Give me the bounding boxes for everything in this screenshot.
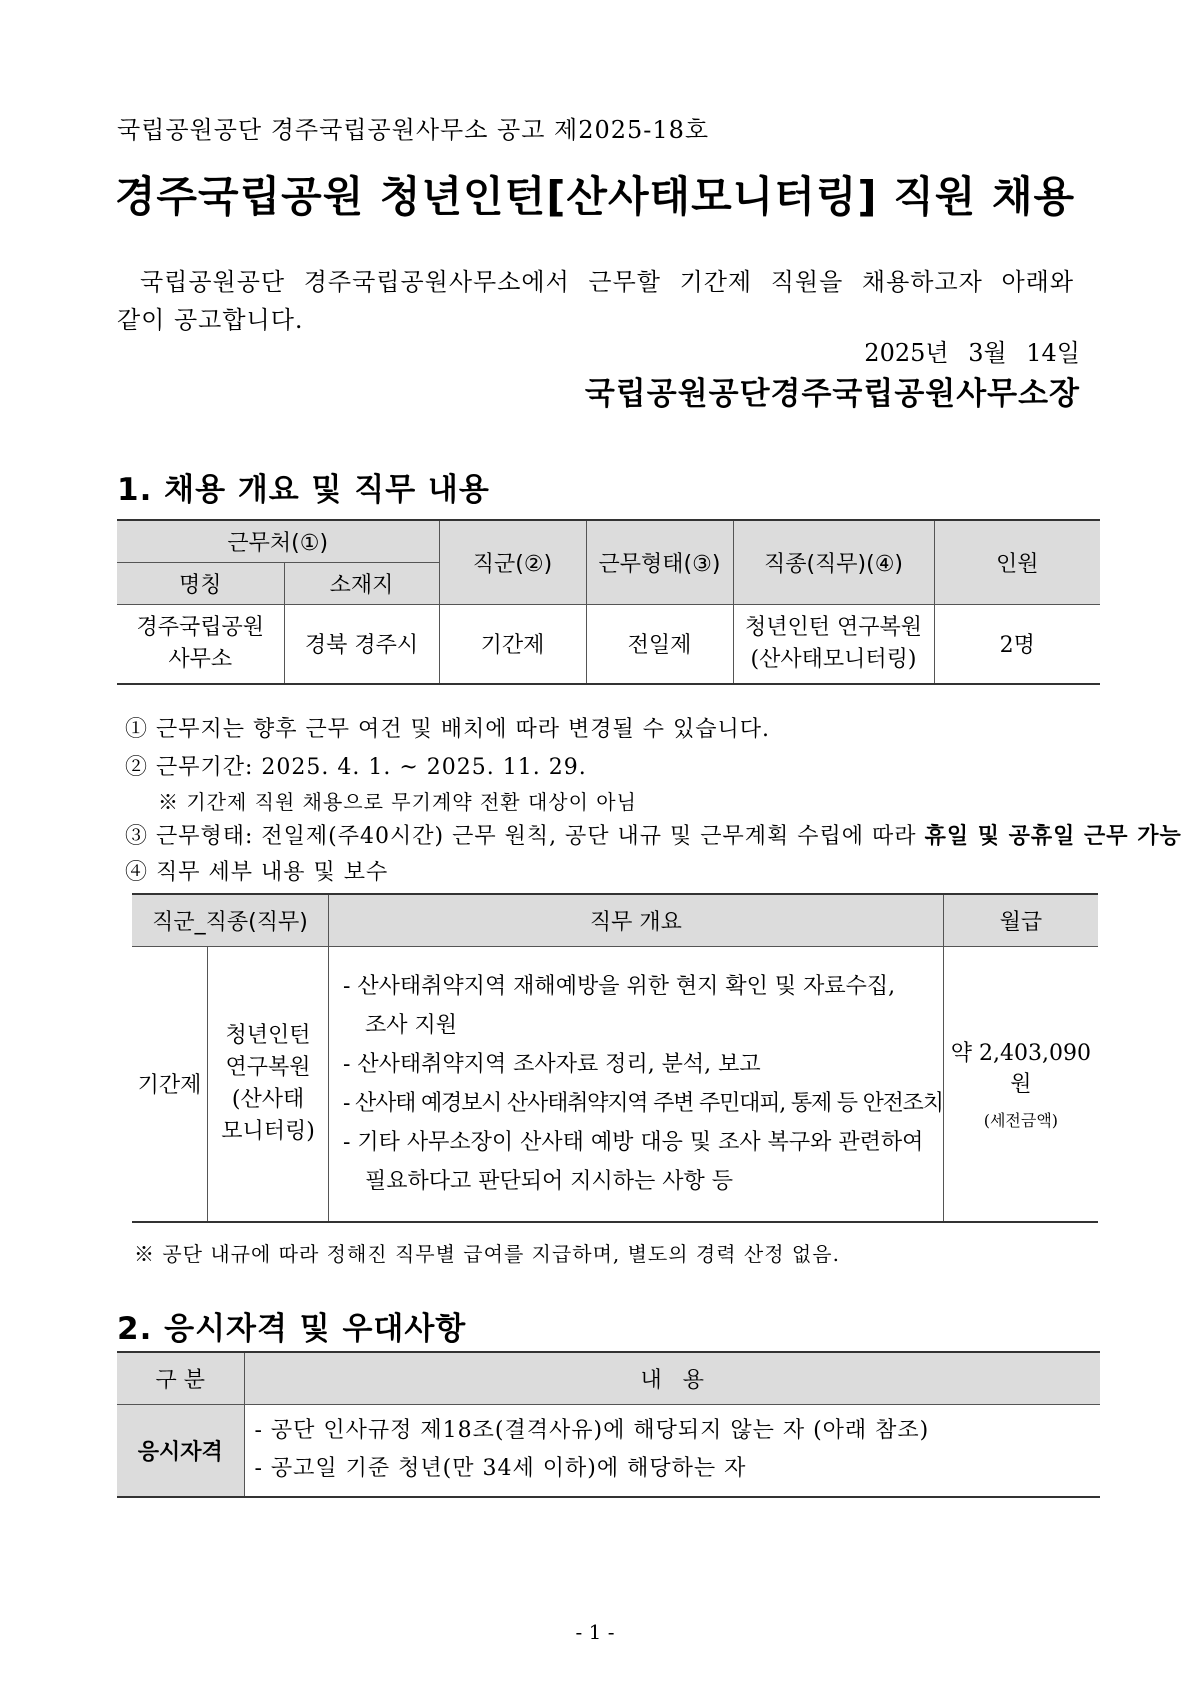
note-3-bold: 휴일 및 공휴일 근무 가능 — [924, 824, 1182, 849]
notice-number: 국립공원공단 경주국립공원사무소 공고 제2025-18호 — [117, 116, 710, 144]
section-2-heading: 2. 응시자격 및 우대사항 — [117, 1311, 467, 1347]
table-row — [132, 946, 1098, 1222]
header-content: 내 용 — [244, 1352, 1100, 1404]
job-type-line-2: (산사태모니터링) — [750, 646, 917, 672]
pay-footnote: ※ 공단 내규에 따라 정해진 직무별 급여를 지급하며, 별도의 경력 산정 없음. — [134, 1242, 840, 1266]
header-category: 구 분 — [117, 1352, 244, 1404]
pay-cell — [943, 946, 1098, 1222]
workplace-name — [117, 604, 284, 684]
workplace-name-line-2: 사무소 — [168, 646, 233, 672]
work-type-value: 전일제 — [586, 604, 733, 684]
issuer: 국립공원공단경주국립공원사무소장 — [584, 376, 1080, 412]
qualification-item: - 공고일 기준 청년(만 34세 이하)에 해당하는 자 — [254, 1456, 747, 1482]
header-group-job: 직군_직종(직무) — [132, 894, 329, 946]
qualification-table — [117, 1351, 1100, 1498]
duty-group: 기간제 — [132, 946, 208, 1222]
duty-item-cont: 필요하다고 판단되어 지시하는 사항 등 — [365, 1168, 734, 1194]
intro-line-2: 같이 공고합니다. — [117, 306, 304, 334]
duty-job-line: 연구복원 — [225, 1054, 311, 1080]
notice-date: 2025년 3월 14일 — [864, 339, 1080, 367]
duty-item: - 산사태취약지역 재해예방을 위한 현지 확인 및 자료수집, — [343, 973, 896, 999]
intro-line-1: 국립공원공단 경주국립공원사무소에서 근무할 기간제 직원을 채용하고자 아래와 — [140, 268, 1075, 296]
section-1-heading: 1. 채용 개요 및 직무 내용 — [117, 472, 490, 508]
job-type-value — [733, 604, 934, 684]
note-2: ② 근무기간: 2025. 4. 1. ~ 2025. 11. 29. — [125, 755, 587, 780]
job-group-value: 기간제 — [439, 604, 586, 684]
header-job-group: 직군(②) — [439, 520, 586, 604]
pay-amount: 약 2,403,090원 — [950, 1041, 1091, 1098]
header-work-type: 근무형태(③) — [586, 520, 733, 604]
header-name: 명칭 — [117, 562, 284, 604]
duty-job-line: 모니터링) — [221, 1118, 315, 1144]
table-row — [117, 1404, 1100, 1497]
workplace-name-line-1: 경주국립공원 — [136, 614, 264, 640]
headcount-value: 2명 — [934, 604, 1100, 684]
job-type-line-1: 청년인턴 연구복원 — [744, 614, 922, 640]
table-row — [117, 604, 1100, 684]
duty-item: - 기타 사무소장이 산사태 예방 대응 및 조사 복구와 관련하여 — [343, 1129, 924, 1155]
header-workplace: 근무처(①) — [117, 520, 439, 562]
header-headcount: 인원 — [934, 520, 1100, 604]
qualification-label: 응시자격 — [117, 1404, 244, 1497]
duty-item-cont: 조사 지원 — [365, 1012, 458, 1038]
duty-job-line: (산사태 — [231, 1086, 305, 1112]
note-3 — [125, 819, 1182, 850]
qualification-item: - 공단 인사규정 제18조(결격사유)에 해당되지 않는 자 (아래 참조) — [254, 1418, 930, 1444]
note-1: ① 근무지는 향후 근무 여건 및 배치에 따라 변경될 수 있습니다. — [125, 717, 770, 742]
pay-note: (세전금액) — [983, 1111, 1059, 1131]
header-location: 소재지 — [284, 562, 439, 604]
duty-item: - 산사태취약지역 조사자료 정리, 분석, 보고 — [343, 1051, 761, 1077]
recruitment-overview-table — [117, 519, 1100, 685]
note-4: ④ 직무 세부 내용 및 보수 — [125, 860, 389, 885]
qualification-items — [244, 1404, 1100, 1497]
duty-table — [132, 893, 1098, 1223]
page-title: 경주국립공원 청년인턴[산사태모니터링] 직원 채용 — [114, 172, 1076, 221]
header-job-type: 직종(직무)(④) — [733, 520, 934, 604]
workplace-location: 경북 경주시 — [284, 604, 439, 684]
duty-job-line: 청년인턴 — [225, 1022, 311, 1048]
duty-item: - 산사태 예경보시 산사태취약지역 주변 주민대피, 통제 등 안전조치 — [343, 1090, 943, 1116]
page-number: - 1 - — [575, 1620, 615, 1644]
note-2-sub: ※ 기간제 직원 채용으로 무기계약 전환 대상이 아님 — [158, 790, 637, 814]
header-pay: 월급 — [943, 894, 1098, 946]
duty-summary — [329, 946, 944, 1222]
duty-job — [208, 946, 329, 1222]
header-summary: 직무 개요 — [329, 894, 944, 946]
note-3-text: ③ 근무형태: 전일제(주40시간) 근무 원칙, 공단 내규 및 근무계획 수립에 따라 — [125, 824, 925, 849]
